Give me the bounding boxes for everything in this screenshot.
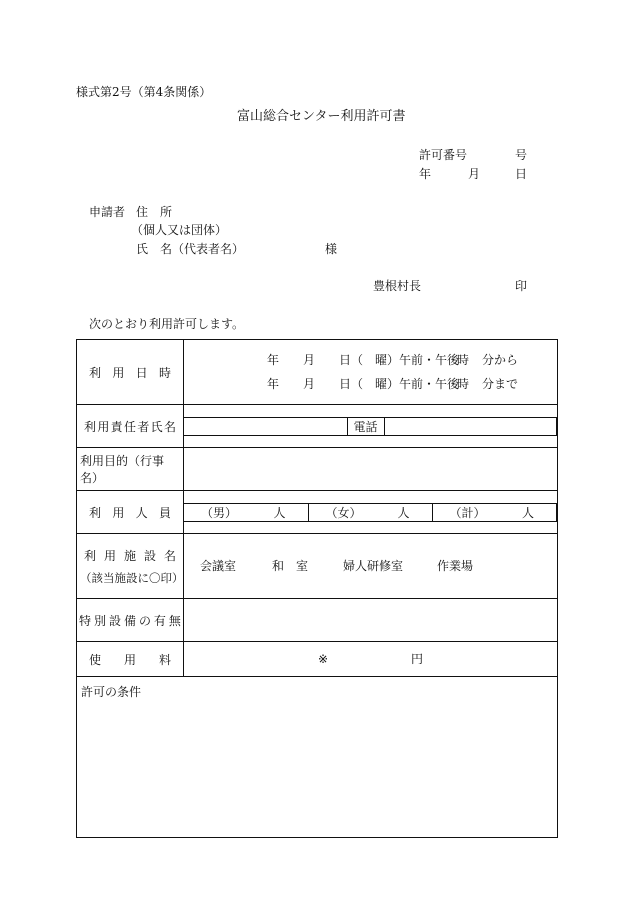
phone-label: 電話 [347,417,384,435]
conditions-field[interactable] [77,677,558,838]
honorific: 様 [325,242,338,256]
facility-option-womens-training-room[interactable]: 婦人研修室 [343,559,404,573]
label-char: 用 [103,548,116,563]
permit-number-label: 許可番号 [419,148,468,162]
from-minute: 分から [482,353,519,367]
responsible-row [77,405,558,448]
total-unit: 人 [521,505,534,520]
label-char: 特 [79,613,92,628]
from-year: 年 [267,353,280,367]
fee-mark: ※ [318,652,329,666]
intro-text: 次のとおり利用許可します。 [89,317,245,331]
people-label [84,504,176,521]
document-title: 富山総合センター利用許可書 [237,109,406,124]
responsible-label-cell [77,405,184,448]
male-count-field[interactable] [184,503,308,521]
from-month: 月 [303,353,316,367]
to-year: 年 [267,377,280,391]
total-count-field[interactable] [432,503,557,521]
org-note: （個人又は団体） [131,223,228,237]
label-char: 任 [123,419,136,434]
label-char: 備 [123,613,136,628]
fee-label-cell [77,642,184,677]
label-char: 有 [153,613,166,628]
fee-unit: 円 [411,652,424,666]
to-hour: 時 [457,377,470,391]
facility-row [77,534,558,599]
address-label: 住 所 [136,205,173,219]
label-char: 名 [163,548,176,563]
datetime-label-cell [77,340,184,405]
fee-row [77,642,558,677]
label-char: 用 [112,365,125,380]
purpose-field[interactable] [184,448,558,491]
label-char: 員 [158,505,171,520]
to-minute: 分まで [482,377,519,391]
total-label: （計） [449,505,486,520]
people-value-cell [184,491,558,534]
facility-label [80,547,180,564]
label-char: 設 [108,613,121,628]
label-char: 用 [97,419,110,434]
facility-note: （該当施設に〇印） [80,570,184,585]
people-row [77,491,558,534]
facility-option-japanese-room[interactable]: 和 室 [272,559,309,573]
label-char: 用 [123,652,136,667]
purpose-row [77,448,558,491]
label-char: 利 [84,419,97,434]
phone-field[interactable] [384,417,557,435]
female-unit: 人 [397,505,410,520]
label-char: 用 [112,505,125,520]
permit-number-suffix: 号 [515,148,528,162]
date-day-label: 日 [515,167,528,181]
label-char: 別 [93,613,106,628]
label-char: 氏 [150,419,163,434]
people-label-cell [77,491,184,534]
issuer-name: 豊根村長 [373,279,422,293]
to-month: 月 [303,377,316,391]
responsible-name-field[interactable] [184,417,347,435]
form-number: 様式第2号（第4条関係） [76,85,212,99]
female-count-field[interactable] [308,503,432,521]
equipment-row [77,599,558,642]
female-label: （女） [325,505,362,520]
label-char: 使 [89,652,102,667]
male-label: （男） [201,505,238,520]
male-unit: 人 [273,505,286,520]
from-hour: 時 [457,353,470,367]
fee-label [84,651,176,668]
purpose-label: 利用目的（行事名） [77,448,184,491]
label-char: 日 [135,365,148,380]
label-char: 施 [123,548,136,563]
label-char: 時 [158,365,171,380]
date-month-label: 月 [468,167,481,181]
facility-option-meeting-room[interactable]: 会議室 [200,559,237,573]
label-char: の [138,613,151,628]
equipment-label [79,612,181,629]
label-char: 人 [135,505,148,520]
label-char: 利 [89,365,102,380]
label-char: 設 [143,548,156,563]
datetime-value-cell[interactable] [184,340,558,405]
permit-table [76,339,558,838]
facility-option-workshop[interactable]: 作業場 [437,559,474,573]
to-day: 日（ 曜）午前・午後 [339,377,460,391]
datetime-label [84,364,176,381]
conditions-label: 許可の条件 [81,685,142,699]
fee-value-cell[interactable] [184,642,558,677]
facility-label-cell [77,534,184,599]
label-char: 料 [158,652,171,667]
name-label: 氏 名（代表者名） [136,242,245,256]
equipment-field[interactable] [184,599,558,642]
label-char: 無 [168,613,181,628]
label-char: 利 [89,505,102,520]
responsible-value-cell [184,405,558,448]
label-char: 利 [84,548,97,563]
facility-options-cell [184,534,558,599]
applicant-label: 申請者 [89,205,126,219]
seal-mark: 印 [515,279,528,293]
from-day: 日（ 曜）午前・午後 [339,353,460,367]
label-char: 者 [137,419,150,434]
responsible-label [84,418,176,435]
label-char: 名 [163,419,176,434]
label-char: 責 [110,419,123,434]
conditions-row [77,677,558,838]
datetime-row [77,340,558,405]
equipment-label-cell [77,599,184,642]
date-year-label: 年 [419,167,432,181]
